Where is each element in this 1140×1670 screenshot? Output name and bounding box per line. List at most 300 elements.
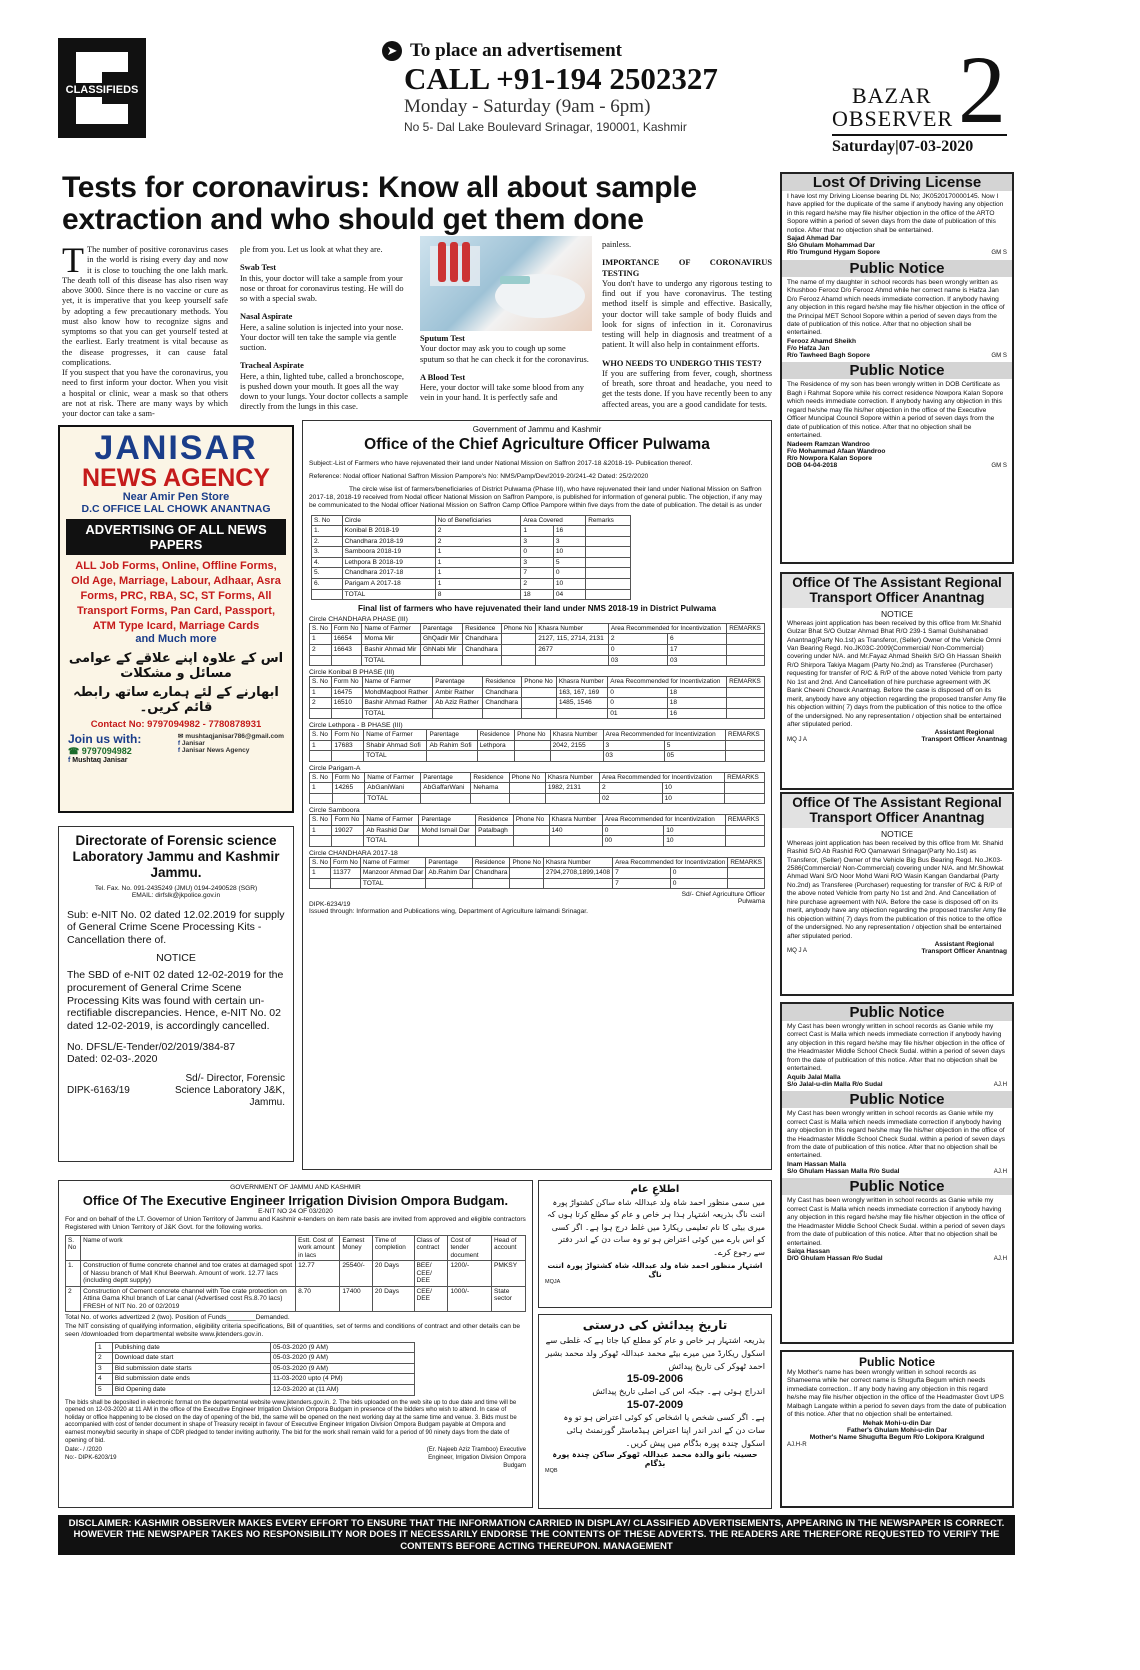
table-cell bbox=[501, 634, 535, 645]
table-cell: CEE/ DEE bbox=[414, 1286, 448, 1312]
table-cell bbox=[330, 878, 360, 889]
table-cell bbox=[725, 740, 764, 751]
table-cell: 16510 bbox=[331, 698, 362, 709]
table-cell: 0 bbox=[670, 878, 728, 889]
table-header-cell: Area Recommended for Incentivization bbox=[603, 730, 725, 740]
table-cell: 1 bbox=[435, 547, 521, 558]
table-header-row bbox=[310, 772, 765, 782]
table-cell: 2 bbox=[435, 526, 521, 537]
table-row bbox=[310, 687, 765, 698]
table-cell: 1000/- bbox=[448, 1286, 492, 1312]
table-cell: 3 bbox=[96, 1363, 113, 1374]
table-cell bbox=[522, 708, 557, 719]
circle-table bbox=[309, 772, 765, 805]
table-row bbox=[312, 536, 631, 547]
table-cell bbox=[463, 655, 502, 666]
table-cell bbox=[543, 878, 612, 889]
circle-table bbox=[309, 814, 765, 847]
facebook-icon: f bbox=[177, 740, 181, 748]
lost-license-notice: Lost Of Driving License I have lost my Driving License bearing DL No; JK0520170000145. Now I have applied for the duplicate of the same if anybody having any objection in this regard he/she may file his/her objection in the office of the ARTO Sopore within a period of seven days from the date of publication of this notice. After that no objection shall be entertained. Sajad Ahmad Dar S/o Ghulam Mohammad Dar R/o Trumgund Hygam Sopore GM S Public Notice The name of my daughter in school records has been wrongly written as Khushboo Ferooz D/o Ferooz Ahmd while her correct name is Hafza Jan D/o Ferooz Ahamd which needs immediate correction. If anybody having any objection in this regard he/she may file his/her objection in the office of the Principal MET School Sopore within a period of seven days from the date of publication of this notice. After that no objection shall be entertained. Ferooz Ahamd Sheikh F/o Hafza Jan R/o Tawheed Bagh Sopore GM S Public Notice The Residence of my son has been wrongly written in DOB Certificate as Bagh i Rahmat Sopore while his correct residence Nowpora Kalan Sopore which needs immediate correction. If anybody having any objection in this regard he/she may file his/her objection in the office of the Executive Officer Muncipal Council Sopore within a period of seven days from the date of publication of this notice. After that no objection shall be entertained. Nadeem Ramzan Wandroo F/o Mohammad Afaan Wandroo R/o Nowpora Kalan Sopore DOB 04-04-2018 GM S bbox=[780, 172, 1014, 564]
table-cell: TOTAL bbox=[362, 655, 421, 666]
table-cell bbox=[549, 836, 602, 847]
irrigation-title: Office Of The Executive Engineer Irrigation Division Ompora Budgam. bbox=[82, 1193, 509, 1208]
table-cell: 1 bbox=[310, 825, 332, 836]
table-cell: 1200/- bbox=[448, 1260, 492, 1286]
arrow-icon: ➤ bbox=[382, 41, 402, 61]
table-cell bbox=[586, 557, 631, 568]
table-cell: 10 bbox=[553, 578, 585, 589]
table-cell bbox=[426, 878, 472, 889]
table-cell: 8.70 bbox=[296, 1286, 340, 1312]
table-row bbox=[312, 568, 631, 579]
table-cell: Lethpora B 2018-19 bbox=[342, 557, 435, 568]
table-cell: PMKSY bbox=[492, 1260, 526, 1286]
table-header-row bbox=[310, 815, 765, 825]
table-cell bbox=[483, 708, 522, 719]
circle-table bbox=[309, 676, 765, 719]
table-row bbox=[310, 878, 765, 889]
table-cell bbox=[312, 589, 343, 600]
article-col1: T The number of positive coronavirus cases in the world is rising every day and now it is close to touching the one lakh mark. The death toll of this disease has also risen way above 3000. Since there is no vaccine or cure as yet, it is imperative that you keep yourself safe by adopting a few precautionary methods. You must also know how to recognize signs and symptoms so that you can get yourself tested at the earliest. Early treatment is vital because as the disease progresses, it can cause fatal complications. If you suspect that you have the coronavirus, you need to first inform your doctor. When you visit a hospital or clinic, wear a mask so that others are not at risk. There are many ways by which your doctor can take a sam- bbox=[62, 240, 228, 418]
table-cell: Bashir Ahmad Rather bbox=[362, 698, 433, 709]
circle-label: Circle Samboora bbox=[309, 807, 360, 815]
table-cell bbox=[310, 751, 332, 762]
table-row bbox=[96, 1374, 415, 1385]
table-header-row bbox=[312, 515, 631, 525]
table-cell: 0 bbox=[602, 825, 664, 836]
table-cell: 2 bbox=[521, 578, 553, 589]
table-cell: Chandhara 2017-18 bbox=[342, 568, 435, 579]
table-cell: 19027 bbox=[332, 825, 364, 836]
table-header-cell: Phone No bbox=[513, 815, 549, 825]
table-cell: AbGaffarWani bbox=[421, 783, 471, 794]
table-cell: 2 bbox=[600, 783, 663, 794]
table-header-cell: Name of Farmer bbox=[362, 677, 433, 687]
table-cell: Bashir Ahmad Mir bbox=[362, 645, 421, 656]
summary-table bbox=[311, 515, 631, 600]
table-cell: State sector bbox=[492, 1286, 526, 1312]
table-cell: 2 bbox=[310, 645, 332, 656]
rto-notice-2: Office Of The Assistant Regional Transport Officer Anantnag NOTICE Whereas joint application has been received by this office from Mr. Shahid Rashid S/O Ab Rashid R/O Qamarwari Srinagar(Party No.1st) as Transferor, (Seller) Owner of the Vehicle Big Bus Bearing Regd. No.JK03-2586(Commercial/ Non-Commercial) covering under N/A. and Mr.Showkat Ahmad Wani S/O Noor Mohd Wani R/O Wasin Kangan Gandarbal (Party No.2nd) as Transferee (Purchaser) requesting for transfer of R/C & R/P of the above noted Vehicle from party No 1st and 2nd. And Cancellation of hire purchase agreement with N/A. Before the case is disposed off on its merit, anybody have any objection regarding the proposed transfer Amy file his objection within( 7) days from the publication of this notice to the office of the undersigned. No any representation / objection shall be entertained after stipulated period. MQ J A Assistant Regional Transport Officer Anantnag bbox=[780, 792, 1014, 996]
table-cell: Lethpora bbox=[477, 740, 514, 751]
table-header-cell: Form No bbox=[332, 772, 364, 782]
table-cell: 0 bbox=[670, 868, 728, 879]
table-header-cell: Residence bbox=[476, 815, 514, 825]
table-cell: 16654 bbox=[331, 634, 362, 645]
table-cell: 3 bbox=[603, 740, 664, 751]
table-cell: Manzoor Ahmad Dar bbox=[360, 868, 426, 879]
table-cell: 0 bbox=[521, 547, 553, 558]
table-cell: 16475 bbox=[331, 687, 362, 698]
table-cell: GhQadir Mir bbox=[421, 634, 463, 645]
table-cell: 12.77 bbox=[296, 1260, 340, 1286]
table-cell: 7 bbox=[521, 568, 553, 579]
table-cell bbox=[332, 836, 364, 847]
table-header-row bbox=[310, 730, 765, 740]
urdu-notice-1: اطلاعِ عام میں سمی منظور احمد شاہ ولد عبداللہ شاہ ساکن کشتواڑ پورہ اننت ناگ بذریعہ اشتہار ہذا ہر خاص و عام کو مطلع کرتا ہوں کہ میری بیٹی کا نام تعلیمی ریکارڈ میں غلط درج ہوا ہے۔ اگر کسی کو اس بارے میں کوئی اعتراض ہو تو وہ سات دن کے اندر دفتر سے رجوع کرے۔ اشتہار منظور احمد شاہ ولد عبداللہ شاہ کشتواڑ پورہ اننت ناگ MQJA bbox=[538, 1180, 772, 1308]
public-notice-mother-name: Public Notice My Mother's name has been wrongly written in school records as Shameema while her correct name is Shugufta Begum which needs immediate correction.. If any body having any objection in this regard he/she may file his/her objection in the office of the Headmaster Govt UPS Malbagh Langate within a period fo seven days from the date of publication of this notice. After that no objection shall be entertained. Mehak Mohi-u-din Dar Father's Ghulam Mohi-u-din Dar Mother's Name Shugufta Begum R/o Lokipora Kralgund AJ.H-R bbox=[780, 1350, 1014, 1508]
table-cell: Patalbagh bbox=[476, 825, 514, 836]
table-cell: Moma Mir bbox=[362, 634, 421, 645]
issue-date: Saturday|07-03-2020 bbox=[832, 138, 974, 155]
table-row bbox=[310, 783, 765, 794]
table-row bbox=[96, 1363, 415, 1374]
circle-table bbox=[309, 729, 765, 762]
table-cell bbox=[509, 793, 545, 804]
table-cell: 10 bbox=[664, 825, 726, 836]
table-cell: Shabir Ahmad Sofi bbox=[364, 740, 427, 751]
table-header-cell: Circle bbox=[342, 515, 435, 525]
table-header-cell: Parentage bbox=[426, 857, 472, 867]
table-header-cell: Phone No bbox=[509, 772, 545, 782]
table-header-cell: Remarks bbox=[586, 515, 631, 525]
table-header-cell: Name of Farmer bbox=[364, 730, 427, 740]
table-cell: Publishing date bbox=[112, 1342, 270, 1353]
table-cell: TOTAL bbox=[360, 878, 426, 889]
table-cell bbox=[586, 526, 631, 537]
table-cell bbox=[545, 793, 599, 804]
table-cell bbox=[331, 655, 362, 666]
table-cell bbox=[501, 645, 535, 656]
table-header-row bbox=[310, 857, 765, 867]
table-cell bbox=[471, 793, 509, 804]
table-header-cell: REMARKS bbox=[728, 857, 765, 867]
table-cell: 140 bbox=[549, 825, 602, 836]
blood-test-photo-icon bbox=[420, 236, 592, 331]
table-cell: 12-03-2020 at (11 AM) bbox=[271, 1385, 415, 1396]
table-header-cell: Phone No bbox=[510, 857, 543, 867]
table-cell: 17683 bbox=[332, 740, 364, 751]
table-cell: 14265 bbox=[332, 783, 364, 794]
table-row bbox=[66, 1286, 526, 1312]
table-cell: Construction of Cement concrete channel with Toe crate protection on Attina Gama Khul branch of Lar canal (Advertised cost Rs.8.70 lacs) FRESH of NIT No. 20 of 02/2019 bbox=[81, 1286, 296, 1312]
circle-label: Circle CHANDHARA PHASE (III) bbox=[309, 616, 408, 624]
table-cell: Parigam A 2017-18 bbox=[342, 578, 435, 589]
table-header-cell: Earnest Money bbox=[340, 1235, 373, 1260]
table-header-cell: Form No bbox=[331, 624, 362, 634]
table-header-cell: S. No bbox=[310, 857, 331, 867]
page-number: 2 bbox=[958, 36, 1006, 143]
table-cell bbox=[476, 836, 514, 847]
masthead-rule bbox=[832, 134, 1007, 136]
table-header-cell: Khasra Number bbox=[536, 624, 609, 634]
table-cell: 2. bbox=[312, 536, 343, 547]
table-row bbox=[96, 1342, 415, 1353]
janisar-contact[interactable]: Contact No: 9797094982 - 7780878931 bbox=[90, 719, 262, 731]
table-cell bbox=[310, 836, 332, 847]
circle-label: Circle Konibal B PHASE (III) bbox=[309, 669, 395, 677]
table-cell: 1. bbox=[66, 1260, 81, 1286]
table-cell: 18 bbox=[667, 698, 726, 709]
table-header-cell: REMARKS bbox=[727, 677, 765, 687]
table-cell: GhNabi Mir bbox=[421, 645, 463, 656]
table-header-cell: REMARKS bbox=[725, 815, 764, 825]
table-cell: 16 bbox=[667, 708, 726, 719]
table-cell: BEE/ CEE/ DEE bbox=[414, 1260, 448, 1286]
table-cell bbox=[727, 634, 765, 645]
table-cell bbox=[332, 793, 364, 804]
table-cell: 10 bbox=[662, 793, 725, 804]
table-cell: 7 bbox=[613, 868, 671, 879]
table-header-cell: Area Recommended for Incentivization bbox=[608, 624, 726, 634]
table-cell: 1 bbox=[435, 578, 521, 589]
table-cell bbox=[310, 655, 332, 666]
table-header-row bbox=[310, 677, 765, 687]
table-cell: 1 bbox=[521, 526, 553, 537]
table-cell: Ab.Rahim Dar bbox=[426, 868, 472, 879]
table-cell bbox=[310, 793, 333, 804]
table-header-cell: REMARKS bbox=[725, 730, 764, 740]
table-header-cell: S. No bbox=[66, 1235, 81, 1260]
table-cell: 8 bbox=[435, 589, 521, 600]
table-cell: 1 bbox=[435, 568, 521, 579]
table-row bbox=[312, 526, 631, 537]
table-cell: 0 bbox=[553, 568, 585, 579]
table-cell: 3. bbox=[312, 547, 343, 558]
table-row bbox=[312, 557, 631, 568]
table-cell bbox=[556, 708, 607, 719]
table-cell: Bid Opening date bbox=[112, 1385, 270, 1396]
table-header-cell: Parentage bbox=[421, 624, 463, 634]
table-cell bbox=[510, 878, 543, 889]
table-cell: Chandhara bbox=[483, 698, 522, 709]
table-row bbox=[310, 868, 765, 879]
table-cell bbox=[433, 708, 483, 719]
table-cell: 18 bbox=[667, 687, 726, 698]
table-cell bbox=[522, 687, 557, 698]
table-header-cell: S. No bbox=[310, 772, 333, 782]
table-header-cell: Khasra Number bbox=[549, 815, 602, 825]
table-cell bbox=[727, 698, 765, 709]
disclaimer-bar: DISCLAIMER: KASHMIR OBSERVER MAKES EVERY EFFORT TO ENSURE THAT THE INFORMATION CARRIED IN DISPLAY/ CLASSIFIED ADVERTISEMENTS, APPEARING IN THE NEWSPAPER IS CORRECT. HOWEVER THE NEWSPAPER TAKES NO RESPONSIBILITY NOR DOES IT NECESSARILY ENDORSE THE CONTENTS OF THESE ADVERTS. THE READERS ARE THEREFORE REQUESTED TO VERIFY THE CONTENTS BEFORE ACTING THEREUPON. MANAGEMENT bbox=[58, 1515, 1015, 1555]
table-row bbox=[310, 751, 765, 762]
table-cell: 6. bbox=[312, 578, 343, 589]
table-cell: 17 bbox=[668, 645, 727, 656]
table-cell bbox=[310, 878, 331, 889]
table-cell: 1. bbox=[312, 526, 343, 537]
table-row bbox=[312, 578, 631, 589]
table-cell: 01 bbox=[608, 708, 667, 719]
table-cell: 0 bbox=[608, 687, 667, 698]
table-cell: 00 bbox=[602, 836, 664, 847]
table-header-cell: Form No bbox=[331, 677, 362, 687]
table-header-cell: S. No bbox=[310, 624, 332, 634]
table-cell: 03 bbox=[608, 655, 667, 666]
table-cell: Mohd Ismail Dar bbox=[419, 825, 476, 836]
table-cell: 4 bbox=[96, 1374, 113, 1385]
irrigation-works-table bbox=[65, 1235, 526, 1313]
article-col3: Sputum Test Your doctor may ask you to cough up some sputum so that he can check it for the coronavirus. A Blood Test Here, your doctor will take some blood from any vein in your hand. It is perfectly safe and bbox=[420, 334, 589, 403]
table-cell bbox=[536, 655, 609, 666]
table-cell: 5 bbox=[553, 557, 585, 568]
table-header-cell: Parentage bbox=[419, 815, 476, 825]
table-cell: 2127, 115, 2714, 2131 bbox=[536, 634, 609, 645]
table-cell: Chandhara bbox=[463, 645, 502, 656]
table-cell: Bid submission date starts bbox=[112, 1363, 270, 1374]
table-header-cell: Name of Farmer bbox=[360, 857, 426, 867]
facebook-icon: f bbox=[68, 757, 71, 765]
logo-text: CLASSIFIEDS bbox=[58, 83, 146, 97]
table-header-cell: S. No bbox=[310, 815, 332, 825]
table-cell bbox=[515, 740, 551, 751]
table-cell: 10 bbox=[553, 547, 585, 558]
table-cell: TOTAL bbox=[364, 836, 419, 847]
janisar-ad: JANISAR NEWS AGENCY Near Amir Pen Store D.C OFFICE LAL CHOWK ANANTNAG ADVERTISING OF ALL NEWS PAPERS ALL Job Forms, Online, Offline Forms, Old Age, Marriage, Labour, Adhaar, Asra Forms, PRC, RBA, SC, ST Forms, All Transport Forms, Pan Card, Passport, ATM Type Icard, Marriage Cards and Much more اس کے علاوہ اپنے علاقے کے عوامی مسائل و مشکلات ابھارنے کے لئے ہمارے ساتھ رابطہ قائم کریں۔ Contact No: 9797094982 - 7780878931 Join us with: ☎ 9797094982 f Mushtaq Janisar ✉ mushtaqjanisar786@gmail.com f Janisar f Janisar News Agency bbox=[58, 425, 294, 813]
article-col4: painless. IMPORTANCE OF CORONAVIRUS TESTING You don't have to undergo any rigorous testing to find out if you have coronavirus. The testing method itself is simple and effective. Basically, your doctor will take sample of body fluids and look for signs of infection in it. Coronavirus testing will help in diagnosis and treatment of a patient. It will also help in containment efforts. WHO NEEDS TO UNDERGO THIS TEST? If you are suffering from fever, cough, shortness of breath, sore throat and headache, you need to get the tests done. If you have recently been to any affected areas, you are a good candidate for tests. bbox=[602, 240, 772, 409]
table-cell: TOTAL bbox=[364, 751, 427, 762]
table-cell bbox=[586, 568, 631, 579]
table-cell: Chandhara bbox=[472, 868, 510, 879]
table-row bbox=[310, 634, 765, 645]
table-cell: Nehama bbox=[471, 783, 509, 794]
table-cell: 0 bbox=[608, 698, 667, 709]
table-cell: 163, 167, 169 bbox=[556, 687, 607, 698]
table-header-cell: Name of Farmer bbox=[365, 772, 421, 782]
table-cell bbox=[586, 547, 631, 558]
table-header-cell: Name of work bbox=[81, 1235, 296, 1260]
table-cell bbox=[586, 578, 631, 589]
table-header-cell: Residence bbox=[472, 857, 510, 867]
advert-label: To place an advertisement bbox=[410, 40, 622, 61]
table-cell: 11377 bbox=[330, 868, 360, 879]
table-header-cell: Name of Farmer bbox=[362, 624, 421, 634]
table-row bbox=[310, 645, 765, 656]
drop-cap: T bbox=[62, 240, 84, 280]
table-cell: 20 Days bbox=[372, 1260, 414, 1286]
table-cell: 05-03-2020 (9 AM) bbox=[271, 1363, 415, 1374]
table-cell: TOTAL bbox=[365, 793, 421, 804]
table-header-cell: Area Recommended for Incentivization bbox=[608, 677, 727, 687]
table-cell: 7 bbox=[613, 878, 671, 889]
table-cell: 5 bbox=[96, 1385, 113, 1396]
table-cell: MohdMaqbool Rather bbox=[362, 687, 433, 698]
table-header-cell: S. No bbox=[310, 677, 332, 687]
table-row bbox=[310, 793, 765, 804]
table-cell bbox=[427, 751, 477, 762]
advert-hours: Monday - Saturday (9am - 6pm) bbox=[404, 96, 651, 118]
table-cell bbox=[477, 751, 514, 762]
table-header-cell: Residence bbox=[471, 772, 509, 782]
table-cell: Bid submission date ends bbox=[112, 1374, 270, 1385]
table-cell bbox=[727, 645, 765, 656]
table-cell bbox=[727, 687, 765, 698]
table-cell: 5. bbox=[312, 568, 343, 579]
table-cell: Chandhara 2018-19 bbox=[342, 536, 435, 547]
table-cell: 05 bbox=[664, 751, 725, 762]
table-cell: 2 bbox=[608, 634, 667, 645]
table-cell: 16 bbox=[553, 526, 585, 537]
table-cell bbox=[332, 751, 364, 762]
agri-title: Office of the Chief Agriculture Officer Pulwama bbox=[364, 436, 710, 453]
table-cell bbox=[522, 698, 557, 709]
table-cell bbox=[550, 751, 603, 762]
classifieds-logo bbox=[58, 38, 146, 138]
table-header-cell: Khasra Number bbox=[550, 730, 603, 740]
table-cell bbox=[421, 793, 471, 804]
table-cell: Chandhara bbox=[463, 634, 502, 645]
forensic-notice: Directorate of Forensic science Laboratory Jammu and Kashmir Jammu. Tel. Fax. No. 091-2435249 (JMU) 0194-2490528 (SGR) EMAIL: dirfslk@jkpolice.gov.in Sub: e-NIT No. 02 dated 12.02.2019 for supply of General Crime Scene Processing Kits -Cancellation there of. NOTICE The SBD of e-NIT 02 dated 12-02-2019 for the procurement of General Crime Scene Processing Kits was found with certain un-rectifiable discrepancies. Hence, e-NIT No. 02 dated 12-02-2019, is accordingly cancelled. No. DFSL/E-Tender/02/2019/384-87 Dated: 02-03-.2020 DIPK-6163/19 Sd/- Director, Forensic Science Laboratory J&K, Jammu. bbox=[58, 826, 294, 1162]
table-cell bbox=[727, 655, 765, 666]
table-cell: 10 bbox=[662, 783, 725, 794]
table-header-cell: Cost of tender document bbox=[448, 1235, 492, 1260]
table-header-cell: Residence bbox=[477, 730, 514, 740]
table-cell bbox=[472, 878, 510, 889]
rto-notice-1: Office Of The Assistant Regional Transport Officer Anantnag NOTICE Whereas joint application has been received by this office from Mr.Shahid Gulzar Bhat S/O Gulzar Ahmad Bhat R/O 239-1 Samal Gulshanabad Anantnag(Party No.1st) as Transferor, (Seller) Owner of the Vehicle Omni Van Bearing Regd. No.JK03C-2009(Commercial/ Non-Commercial) covering under N/A. and Mr.Fayaz Ahmad Sheikh S/O Gh Hassan Sheikh R/O Shirpora Takiya Magam (Party No.2nd) as Transferee (Purchaser) requesting for transfer of R/C & R/P of the above noted Vehicle from party No 1st and 2nd. And Cancellation of hire purchase agreement with JK Bank Cheeni Chowck Anantnag. Before the case is disposed off on its merit, anybody have any objection regarding the proposed transfer Amy file his objection within( 7) days from the publication of this notice to the office of the undersigned. No any representation / objection shall be entertained after stipulated period. MQ J A Assistant Regional Transport Officer Anantnag bbox=[780, 572, 1014, 790]
table-cell bbox=[725, 825, 764, 836]
table-cell: 05-03-2020 (9 AM) bbox=[271, 1353, 415, 1364]
table-cell bbox=[509, 783, 545, 794]
table-cell: 2 bbox=[96, 1353, 113, 1364]
irrigation-tender: GOVERNMENT OF JAMMU AND KASHMIR Office Of The Executive Engineer Irrigation Division Ompora Budgam. E-NIT NO 24 OF 03/2020 For and on behalf of the LT. Governor of Union Territory of Jammu and Kashmir e-tenders on item rate basis are invited from approved and eligible contractors Registered with Union Territory of J&K Govt. for the following works. S. No Name of work Estt. Cost of work amount in lacs Earnest Money Time of completion Class of contract Cost of tender document Head of account 1. Construction of flume concrete channel and toe crates at damaged spot of Nassu branch of Mall Khul Beerwah. Amount of work. 12.77 lacs (including deptt supply) 12.77 25540/- 20 Days BEE/ CEE/ DEE 1200/- PMKSY 2 Construction of Cement concrete channel with Toe crate protection on Attina Gama Khul branch of Lar canal (Advertised cost Rs.8.70 lacs) FRESH of NIT No. 20 of 02/2019 8.70 17400 20 Days CEE/ DEE 1000/- State sector Total No. of works advertized 2 (two). Position of Funds________Demanded. The NIT consisting of qualifying information, eligibility criteria specifications, Bill of quantities, set of terms and conditions of contract and other details can be seen /downloaded from departmental website www.jktenders.gov.in. 1 Publishing date 05-03-2020 (9 AM) 2 Download date start 05-03-2020 (9 AM) 3 Bid submission date starts 05-03-2020 (9 AM) 4 Bid submission date ends 11-03-2020 upto (4 PM) 5 Bid Opening date 12-03-2020 at (11 AM) The bids shall be deposited in electronic format on the departmental website www.jktenders.gov.in. 2. The bids uploaded on the web site up to due date and time will be opened on 12-03-2020 at 11 AM in the office of the Executive Engineer Irrigation Division Ompora Budgam in presence of the bidders who wish to attend. In case of holiday or office happening to be closed on the day of opening of the bid, the same will be opened on the next working day at the same time and venue. 3. Bids must be accompanied with cost of tender document in shape of Treasury receipt in favour of Executive Engineer Irrigation Division Ompora Budgam payable at Ompora and earnest money/bid security in shape of CDR pledged to tender inviting authority. The bid for the work shall remain valid for a period of 90 ninety days from the date of opening of bid. Date:- / /2020 No:- DIPK-6203/19 (Er. Najeeb Aziz Tramboo) Executive Engineer, Irrigation Division Ompora Budgam bbox=[58, 1180, 533, 1508]
irrigation-dates-table bbox=[95, 1342, 415, 1396]
table-cell: Download date start bbox=[112, 1353, 270, 1364]
table-cell: 1 bbox=[435, 557, 521, 568]
table-cell: 25540/- bbox=[340, 1260, 373, 1286]
table-cell bbox=[310, 708, 332, 719]
table-row bbox=[310, 655, 765, 666]
table-cell bbox=[586, 589, 631, 600]
table-cell: 3 bbox=[521, 536, 553, 547]
table-header-cell: S. No bbox=[312, 515, 343, 525]
table-row bbox=[96, 1353, 415, 1364]
table-row bbox=[310, 740, 765, 751]
table-cell: 1485, 1546 bbox=[556, 698, 607, 709]
table-cell bbox=[725, 751, 764, 762]
table-cell: 2 bbox=[310, 698, 332, 709]
urdu-notice-2: تاریخ پیدائش کی درستی بذریعہ اشتہار ہر خاص و عام کو مطلع کیا جاتا ہے کہ غلطی سے اسکول ریکارڈ میں میرے بیٹے محمد عبداللہ ٹھوکر ولد محمد بشیر احمد ٹھوکر کی تاریخ پیدائش 15-09-2006 اندراج ہوئی ہے۔ جبکہ اس کی اصلی تاریخ پیدائش 15-07-2009 ہے۔ اگر کسی شخص یا اشخاص کو کوئی اعتراض ہو تو وہ سات دن کے اندر اندر اپنا اعتراض ہیڈماسٹر گورنمنٹ ہائی اسکول چندہ پورہ بڈگام میں پیش کریں۔ حسینہ بانو والدہ محمد عبداللہ ٹھوکر ساکن چندہ پورہ بڈگام MQB bbox=[538, 1314, 772, 1509]
article-headline: Tests for coronavirus: Know all about sample extraction and who should get them done bbox=[62, 171, 697, 237]
advert-address: No 5- Dal Lake Boulevard Srinagar, 190001, Kashmir bbox=[404, 120, 687, 135]
advert-box bbox=[382, 40, 812, 134]
table-header-cell: Area Recommended for Incentivization bbox=[613, 857, 728, 867]
table-cell bbox=[725, 783, 765, 794]
advert-phone[interactable]: CALL +91-194 2502327 bbox=[404, 61, 718, 96]
table-cell bbox=[331, 708, 362, 719]
table-header-cell: Estt. Cost of work amount in lacs bbox=[296, 1235, 340, 1260]
table-header-cell: Parentage bbox=[433, 677, 483, 687]
table-cell bbox=[501, 655, 535, 666]
agriculture-notice: Government of Jammu and Kashmir Office of the Chief Agriculture Officer Pulwama Subject:-List of Farmers who have rejuvenated their land under National Mission on Saffron 2017-18 &2018-19- Publication thereof. Reference: Nodal officer National Saffron Mission Pampore's No: NMS/Pamp/Dev/2019-20/241-42 Dated: 25/2/2020 The circle wise list of farmers/beneficiaries of District Pulwama (Phase III), who have rejuvenated their land under National Mission on Saffron 2017-18, 2018-19 received from Nodal officer National Mission on Saffron Pampore, is published for information of general public. The objection, if any may be communicated to the Nodal officer National Mission on Saffron Camp Office Pampore within five days from the date of publication. The detail is as under S. No Circle No of Beneficiaries Area Covered Remarks 1. Konibal B 2018-19 2 1 16 2. Chandhara 2018-19 2 3 3 3. Samboora 2018-19 1 0 10 4. Lethpora B 2018-19 1 3 5 5. Chandhara 2017-18 1 7 0 6. Parigam A 2017-18 1 2 10 TOTAL 8 18 04 Final list of farmers who have rejuvenated their land under NMS 2018-19 in District Pulwama Circle CHANDHARA PHASE (III) S. No Form No Name of Farmer Parentage Residence Phone No Khasra Number Area Recommended for Incentivization REMARKS 1 16654 Moma Mir GhQadir Mir Chandhara 2127, 115, 2714, 2131 2 6 2 16643 Bashir Ahmad Mir GhNabi Mir Chandhara 2677 0 17 TOTAL 03 03 Circle Konibal B PHASE (III) S. No Form No Name of Farmer Parentage Residence Phone No Khasra Number Area Recommended for Incentivization REMARKS 1 16475 MohdMaqbool Rather Ambir Rather Chandhara 163, 167, 169 0 18 2 16510 Bashir Ahmad Rather Ab Aziz Rather Chandhara 1485, 1546 0 18 TOTAL 01 16 Circle Lethpora - B PHASE (III) S. No Form No Name of Farmer Parentage Residence Phone No Khasra Number Area Recommended for Incentivization REMARKS 1 17683 Shabir Ahmad Sofi Ab Rahim Sofi Lethpora 2042, 2155 3 5 TOTAL 03 05 Circle Parigam-A S. No Form No Name of Farmer Parentage Residence Phone No Khasra Number Area Recommended for Incentivization REMARKS 1 14265 AbGaniWani AbGaffarWani Nehama 1982, 2131 2 10 TOTAL 02 10 Circle Samboora S. No Form No Name of Farmer Parentage Residence Phone No Khasra Number Area Recommended for Incentivization REMARKS 1 19027 Ab Rashid Dar Mohd Ismail Dar Patalbagh 140 0 10 TOTAL 00 10 Circle CHANDHARA 2017-18 S. No Form No Name of Farmer Parentage Residence Phone No Khasra Number Area Recommended for Incentivization REMARKS 1 11377 Manzoor Ahmad Dar Ab.Rahim Dar Chandhara 2794,2708,1899,1408 7 0 TOTAL 7 0 DIPK-6234/19 Issued through: Information and Publications wing, Department of Agriculture lalmandi Srinagar. Sd/- Chief Agriculture Officer Pulwama bbox=[302, 420, 772, 1170]
table-cell: 03 bbox=[603, 751, 664, 762]
table-cell: Construction of flume concrete channel and toe crates at damaged spot of Nassu branch of Mall Khul Beerwah. Amount of work. 12.77 lacs (including deptt supply) bbox=[81, 1260, 296, 1286]
table-cell bbox=[728, 868, 765, 879]
table-header-cell: Phone No bbox=[515, 730, 551, 740]
table-header-cell: Form No bbox=[332, 730, 364, 740]
table-header-cell: Time of completion bbox=[372, 1235, 414, 1260]
table-header-cell: REMARKS bbox=[727, 624, 765, 634]
public-notices-stack: Public Notice My Cast has been wrongly written in school records as Ganie while my correct Cast is Malla which needs immediate correction if anybody having any objection in this regard he/she may file his/her objection in the office of the Headmaster Middle School Check Sudal. within a period of seven days from the date of publication of this notice. After that no objection shall be entertained. Aquib Jalal Malla S/o Jalal-u-din Malla R/o Sudal AJ.H Public Notice My Cast has been wrongly written in school records as Ganie while my correct Cast is Malla which needs immediate correction if anybody having any objection in this regard he/she may file his/her objection in the office of the Headmaster Middle School Check Sudal. within a period of seven days from the date of publication of this notice. After that no objection shall be entertained. Inam Hassan Malla S/o Ghulam Hassan Malla R/o Sudal AJ.H Public Notice My Cast has been wrongly written in school records as Ganie while my correct Cast is Malla which needs immediate correction if anybody having any objection in this regard he/she may file his/her objection in the office of the Headmaster Middle School Check Sudal. within a period of seven days from the date of publication of this notice. After that no objection shall be entertained. Saiqa Hassan D/O Ghulam Hassan R/o Sudal AJ.H bbox=[780, 1002, 1014, 1344]
table-cell: 0 bbox=[608, 645, 667, 656]
table-header-cell: Area Covered bbox=[521, 515, 586, 525]
table-header-cell: Phone No bbox=[522, 677, 557, 687]
table-header-cell: Parentage bbox=[421, 772, 471, 782]
table-header-row bbox=[66, 1235, 526, 1260]
table-row bbox=[310, 825, 765, 836]
table-cell bbox=[725, 836, 764, 847]
table-cell bbox=[586, 536, 631, 547]
table-cell: 1 bbox=[96, 1342, 113, 1353]
circle-tables bbox=[309, 616, 765, 889]
table-cell: TOTAL bbox=[342, 589, 435, 600]
table-row bbox=[96, 1385, 415, 1396]
table-header-cell: Khasra Number bbox=[543, 857, 612, 867]
table-header-cell: Form No bbox=[330, 857, 360, 867]
table-header-cell: Head of account bbox=[492, 1235, 526, 1260]
table-cell: 2042, 2155 bbox=[550, 740, 603, 751]
table-cell bbox=[728, 878, 765, 889]
circle-table bbox=[309, 857, 765, 890]
table-cell: 3 bbox=[521, 557, 553, 568]
